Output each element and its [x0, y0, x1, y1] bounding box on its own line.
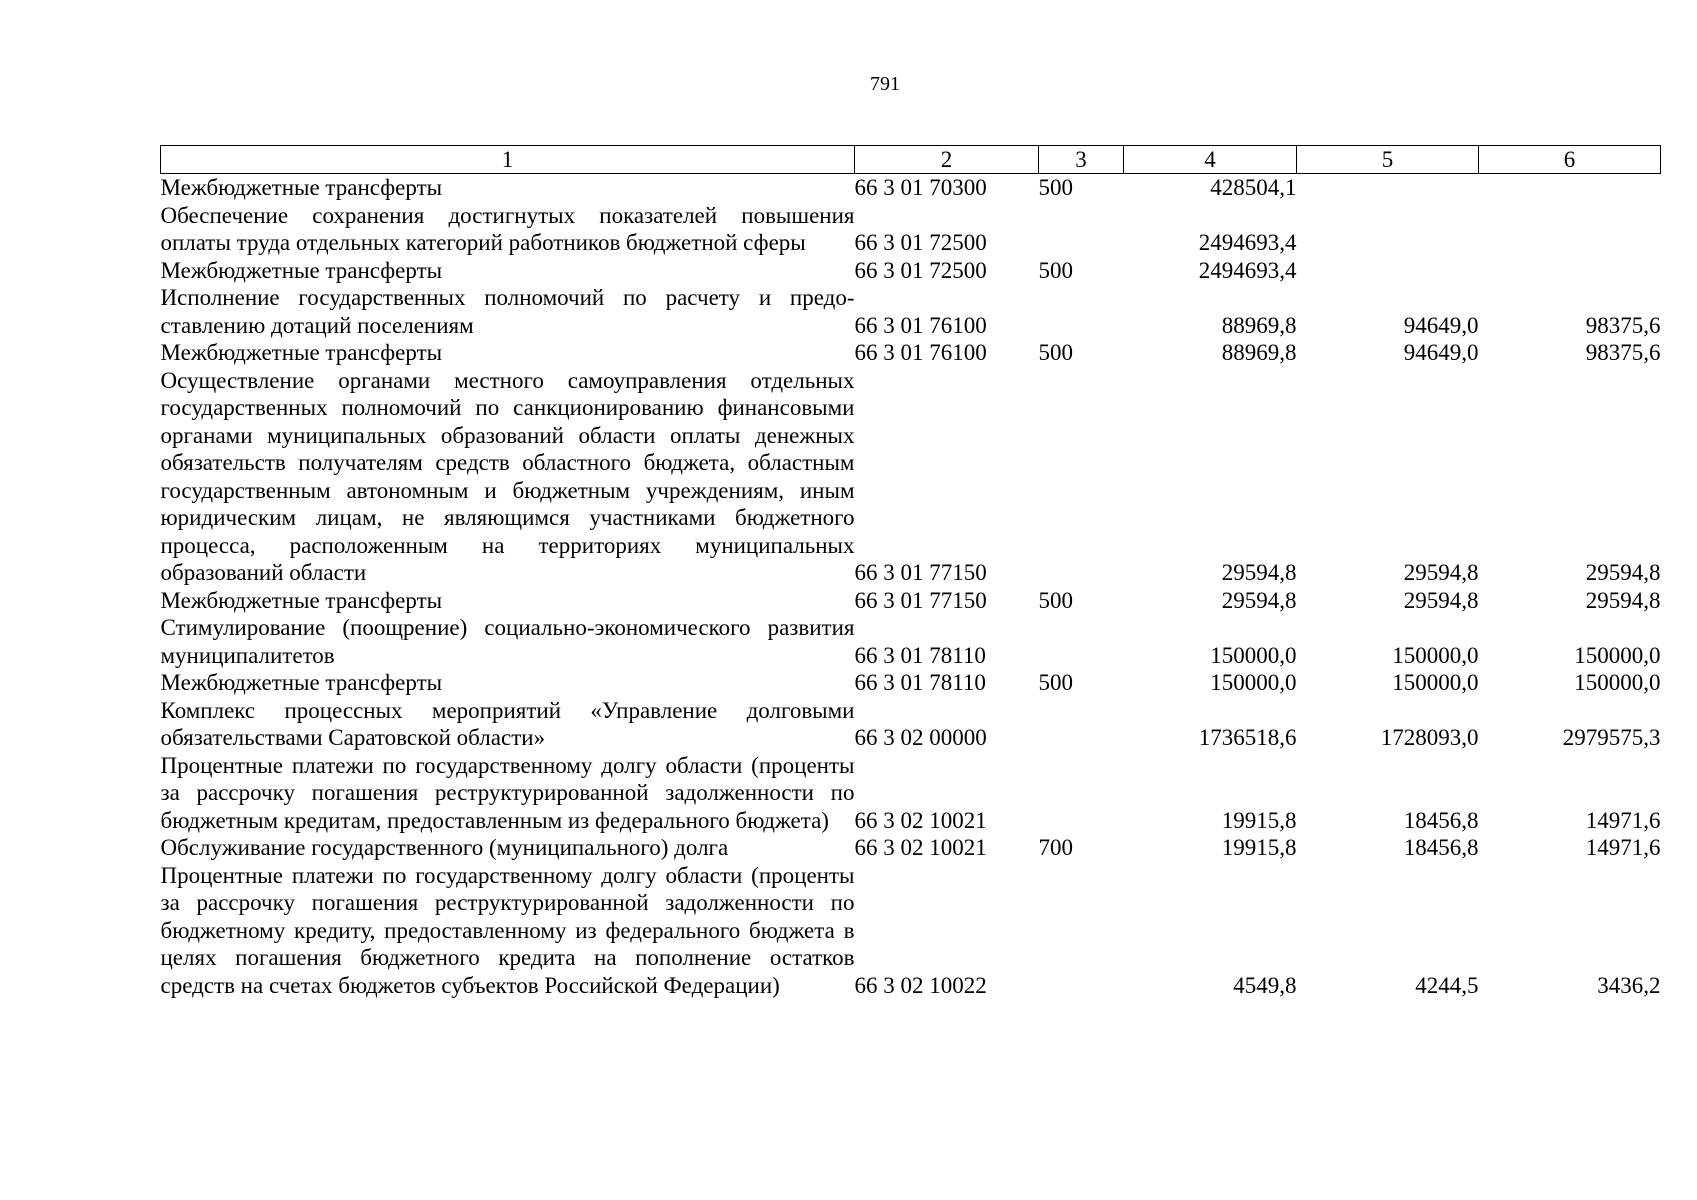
row-value-col5-cell: 29594,8 — [1403, 587, 1479, 613]
row-value-col6-cell: 3436,2 — [1597, 972, 1661, 998]
table-body — [161, 174, 1661, 1000]
row-name-cell: Обслуживание государственного (муниципального) долга — [160, 835, 729, 860]
row-type-cell: 700 — [1038, 835, 1073, 860]
table-row — [161, 367, 1661, 587]
budget-table — [160, 145, 1661, 999]
row-value-col6-cell — [1479, 174, 1661, 202]
row-value-col5-cell: 18456,8 — [1403, 807, 1479, 833]
row-type-cell — [1039, 284, 1124, 339]
row-value-col6-cell: 98375,6 — [1585, 340, 1661, 365]
row-value-col6-cell — [1479, 257, 1661, 285]
row-code-cell: 66 3 01 77150 — [854, 560, 987, 585]
row-type-cell — [1039, 202, 1124, 257]
row-code-cell: 66 3 02 10022 — [854, 972, 987, 998]
row-value-col6-cell: 150000,0 — [1574, 642, 1661, 668]
row-name-cell: Межбюджетные трансферты — [160, 175, 443, 200]
row-value-col4-cell: 19915,8 — [1221, 807, 1297, 833]
table-row — [161, 697, 1661, 752]
row-value-col6-cell: 150000,0 — [1574, 670, 1661, 695]
row-value-col4-cell: 1736518,6 — [1198, 725, 1297, 750]
row-value-col5-cell: 94649,0 — [1403, 312, 1479, 338]
row-value-col4-cell: 2494693,4 — [1198, 230, 1297, 255]
row-type-cell: 500 — [1038, 587, 1073, 613]
header-row — [161, 146, 1661, 174]
row-code-cell: 66 3 01 70300 — [854, 175, 987, 200]
header-col-1: 1 — [161, 146, 855, 174]
row-value-col5-cell: 94649,0 — [1403, 340, 1479, 365]
row-value-col5-cell: 1728093,0 — [1380, 725, 1479, 750]
header-col-6: 6 — [1479, 146, 1661, 174]
row-type-cell — [1039, 697, 1124, 752]
table-header — [161, 146, 1661, 174]
row-name-cell: Межбюджетные трансферты — [160, 340, 443, 365]
row-code-cell: 66 3 01 72500 — [854, 257, 987, 283]
row-name-cell: Комплекс процессных мероприятий «Управление долговыми обязательствами Саратовской области» — [160, 697, 855, 750]
table-row — [161, 669, 1661, 697]
row-value-col5-cell: 18456,8 — [1403, 835, 1479, 860]
table-row — [161, 257, 1661, 285]
row-value-col4-cell: 88969,8 — [1221, 340, 1297, 365]
row-value-col5-cell: 29594,8 — [1403, 560, 1479, 585]
row-code-cell: 66 3 01 76100 — [854, 340, 987, 365]
row-name-cell: Исполнение государственных полномочий по расчету и предоставлению дотаций поселениям — [160, 285, 855, 338]
row-value-col4-cell: 150000,0 — [1210, 642, 1297, 668]
row-value-col5-cell — [1297, 174, 1479, 202]
row-code-cell: 66 3 01 77150 — [854, 587, 987, 613]
row-code-cell: 66 3 02 10021 — [854, 807, 987, 833]
row-value-col6-cell: 98375,6 — [1585, 312, 1661, 338]
row-value-col6-cell: 2979575,3 — [1562, 725, 1661, 750]
page-number: 791 — [870, 73, 900, 95]
row-type-cell: 500 — [1038, 175, 1073, 200]
row-value-col4-cell: 4549,8 — [1233, 972, 1297, 998]
row-value-col5-cell — [1297, 202, 1479, 257]
row-value-col6-cell: 29594,8 — [1585, 587, 1661, 613]
row-name-cell: Процентные платежи по государственному долгу области (проценты за рассрочку погашения реструктурированной задолженности по бюджетным кредитам, предоставленным из федерального бюджета) — [160, 752, 855, 833]
row-value-col4-cell: 150000,0 — [1210, 670, 1297, 695]
header-col-2: 2 — [855, 146, 1039, 174]
row-value-col4-cell: 29594,8 — [1221, 560, 1297, 585]
row-code-cell: 66 3 02 10021 — [854, 835, 987, 860]
table-row — [161, 862, 1661, 1000]
row-type-cell — [1039, 862, 1124, 1000]
row-value-col4-cell: 29594,8 — [1221, 587, 1297, 613]
table-row — [161, 174, 1661, 202]
table-row — [161, 834, 1661, 862]
row-name-cell: Межбюджетные трансферты — [160, 587, 443, 613]
row-name-cell: Осуществление органами местного самоуправления отдельных государственных полномочий по санкционированию финансовыми органами муниципальных образований области оплаты денежных обязательств получателям средств областного бюджета, областным государственным автономным и бюджетным учреждениям, иным юридическим лицам, не являющимся участниками бюджетного процесса, расположенным на территориях муниципальных образований области — [160, 367, 855, 585]
table-row — [161, 284, 1661, 339]
row-name-cell: Стимулирование (поощрение) социально-экономического развития муниципалитетов — [160, 615, 855, 668]
header-col-3: 3 — [1039, 146, 1124, 174]
row-code-cell: 66 3 01 78110 — [854, 642, 986, 668]
table-row — [161, 752, 1661, 835]
table-row — [161, 202, 1661, 257]
row-name-cell: Обеспечение сохранения достигнутых показателей повышения оплаты труда отдельных категорий работников бюджетной сферы — [160, 202, 855, 255]
row-value-col4-cell: 88969,8 — [1221, 312, 1297, 338]
row-type-cell — [1039, 752, 1124, 835]
row-type-cell: 500 — [1038, 340, 1073, 365]
row-name-cell: Процентные платежи по государственному долгу области (проценты за рассрочку погашения реструктурированной задолженности по бюджетному кредиту, предоставленному из федерального бюджета в целях погашения бюджетного кредита на пополнение остатков средств на счетах бюджетов субъектов Российской Федерации) — [160, 862, 855, 998]
row-value-col4-cell: 428504,1 — [1210, 175, 1297, 200]
row-code-cell: 66 3 01 78110 — [854, 670, 986, 695]
table-row — [161, 614, 1661, 669]
row-name-cell: Межбюджетные трансферты — [160, 670, 443, 695]
row-code-cell: 66 3 02 00000 — [854, 725, 987, 750]
row-type-cell: 500 — [1038, 257, 1073, 283]
row-value-col5-cell: 150000,0 — [1392, 670, 1479, 695]
row-type-cell — [1039, 614, 1124, 669]
table-row — [161, 339, 1661, 367]
row-value-col4-cell: 2494693,4 — [1198, 257, 1297, 283]
row-type-cell — [1039, 367, 1124, 587]
row-value-col5-cell — [1297, 257, 1479, 285]
row-value-col6-cell: 14971,6 — [1585, 835, 1661, 860]
row-value-col6-cell: 14971,6 — [1585, 807, 1661, 833]
row-code-cell: 66 3 01 76100 — [854, 312, 987, 338]
row-value-col6-cell: 29594,8 — [1585, 560, 1661, 585]
row-name-cell: Межбюджетные трансферты — [160, 257, 443, 283]
row-value-col5-cell: 150000,0 — [1392, 642, 1479, 668]
header-col-5: 5 — [1297, 146, 1479, 174]
row-value-col6-cell — [1479, 202, 1661, 257]
header-col-4: 4 — [1124, 146, 1297, 174]
table-row — [161, 587, 1661, 615]
row-value-col5-cell: 4244,5 — [1415, 972, 1479, 998]
row-code-cell: 66 3 01 72500 — [854, 230, 987, 255]
row-type-cell: 500 — [1038, 670, 1073, 695]
row-value-col4-cell: 19915,8 — [1221, 835, 1297, 860]
